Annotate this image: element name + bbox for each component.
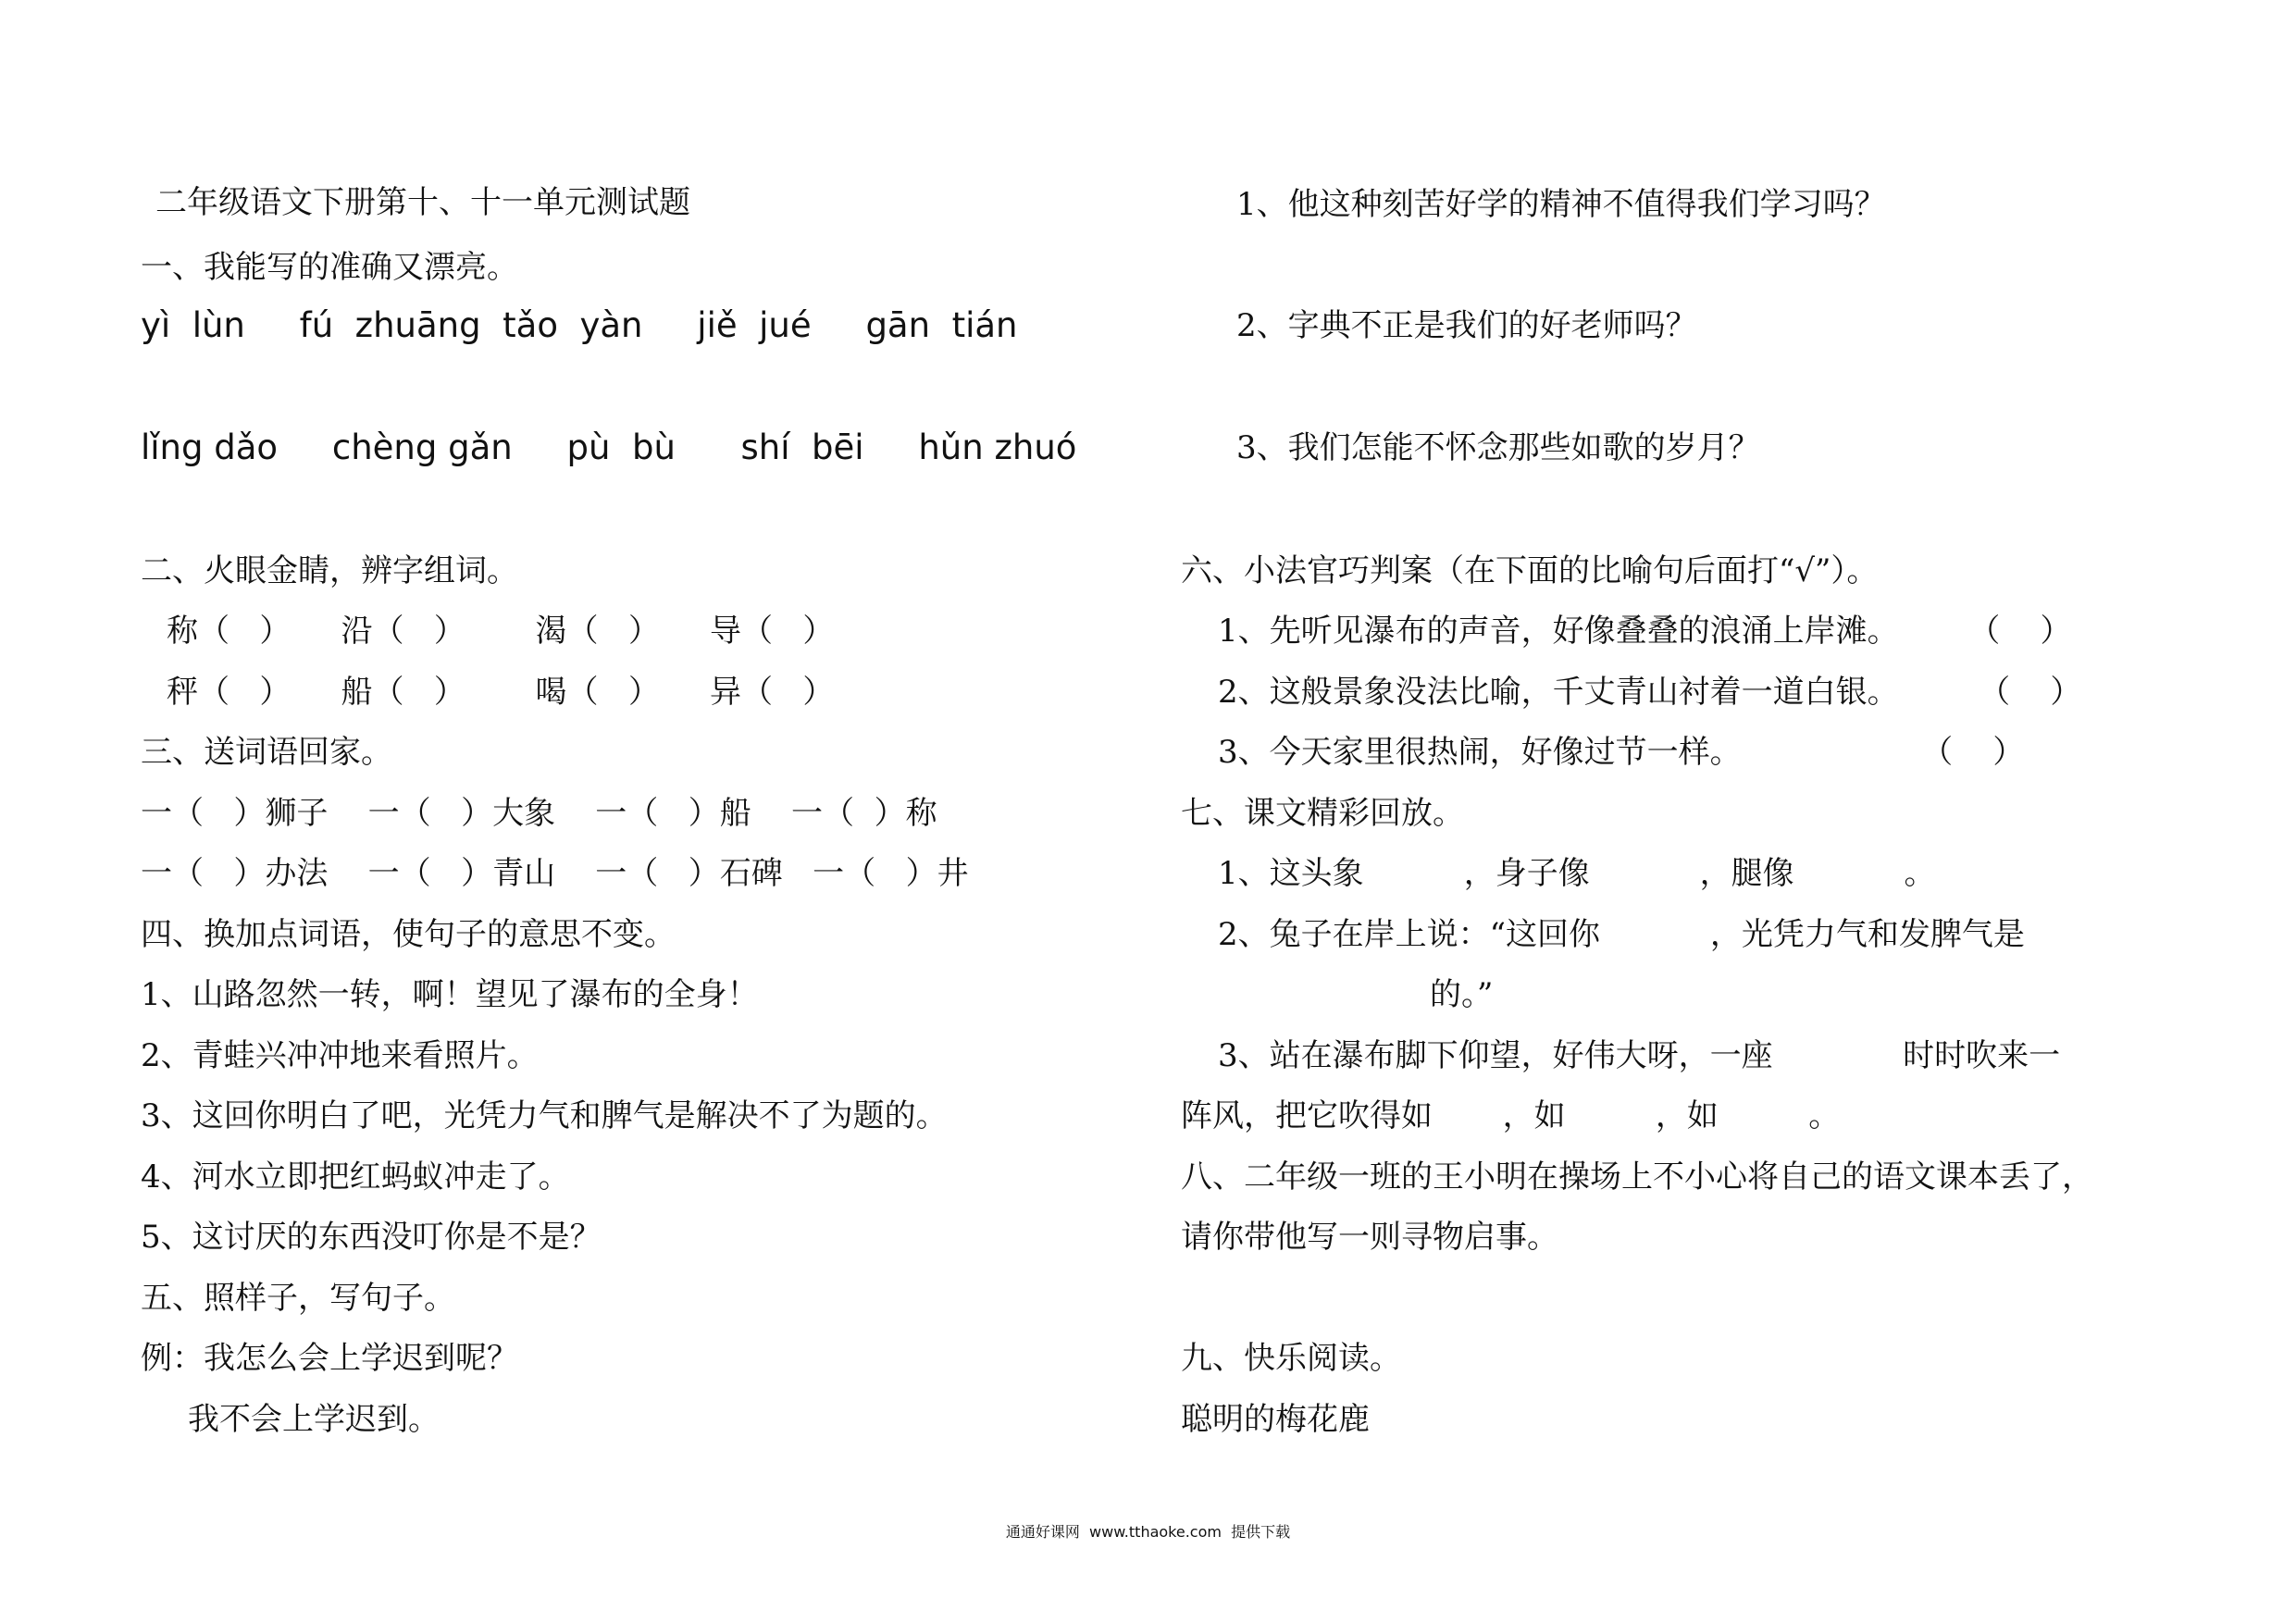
section-7-item-2: 2、兔子在岸上说：“这回你 ，光凭力气和发脾气是 [1218,916,2025,953]
section-9-heading: 九、快乐阅读。 [1181,1340,1401,1377]
section-3-row-2: 一（ ）办法 一（ ）青山 一（ ）石碑 一（ ）井 [141,855,969,892]
section-8-line-2: 请你带他写一则寻物启事。 [1181,1219,1558,1256]
pinyin-row-2: lǐng dǎo chèng gǎn pù bù shí bēi hǔn zhuó [141,427,1077,467]
pinyin-row-1: yì lùn fú zhuāng tǎo yàn jiě jué gān tián [141,305,1018,345]
section-6-item-1: 1、先听见瀑布的声音，好像叠叠的浪涌上岸滩。 （ ） [1218,613,2072,650]
section-4-item-5: 5、这讨厌的东西没叮你是不是？ [141,1219,602,1256]
section-4-item-3: 3、这回你明白了吧，光凭力气和脾气是解决不了为题的。 [141,1097,948,1134]
section-5-item-2: 2、字典不正是我们的好老师吗？ [1236,307,1697,344]
section-6-heading: 六、小法官巧判案（在下面的比喻句后面打“√”）。 [1181,552,1879,589]
section-2-heading: 二、火眼金睛，辨字组词。 [141,552,518,589]
section-8-line-1: 八、二年级一班的王小明在操场上不小心将自己的语文课本丢了， [1181,1158,2093,1196]
section-5-example: 例：我怎么会上学迟到呢？ [141,1340,518,1377]
section-7-item-1: 1、这头象 ，身子像 ，腿像 。 [1218,855,1936,892]
section-5-heading: 五、照样子，写句子。 [141,1280,455,1317]
section-7-item-3-continued: 阵风，把它吹得如 ，如 ，如 。 [1181,1097,1841,1134]
section-4-item-1: 1、山路忽然一转，啊！望见了瀑布的全身！ [141,976,759,1013]
section-5-item-1: 1、他这种刻苦好学的精神不值得我们学习吗？ [1236,186,1886,223]
section-7-item-3: 3、站在瀑布脚下仰望，好伟大呀，一座 时时吹来一 [1218,1037,2061,1074]
section-4-item-2: 2、青蛙兴冲冲地来看照片。 [141,1037,539,1074]
section-4-heading: 四、换加点词语，使句子的意思不变。 [141,916,676,953]
page-title: 二年级语文下册第十、十一单元测试题 [155,184,690,221]
footer-text: 通通好课网 www.tthaoke.com 提供下载 [1005,1523,1291,1541]
reading-title: 聪明的梅花鹿 [1181,1401,1370,1438]
section-7-heading: 七、课文精彩回放。 [1181,795,1464,832]
section-2-row-2: 秤（ ） 船（ ） 喝（ ） 异（ ） [167,674,835,711]
section-3-heading: 三、送词语回家。 [141,734,392,771]
section-4-item-4: 4、河水立即把红蚂蚁冲走了。 [141,1158,570,1196]
section-7-item-2-continued: 的。” [1430,976,1494,1013]
section-1-heading: 一、我能写的准确又漂亮。 [141,249,518,286]
section-2-row-1: 称（ ） 沿（ ） 渴（ ） 导（ ） [167,613,835,650]
section-6-item-2: 2、这般景象没法比喻，千丈青山衬着一道白银。 （ ） [1218,674,2082,711]
section-3-row-1: 一（ ）狮子 一（ ）大象 一（ ）船 一（ ）称 [141,795,937,832]
section-6-item-3: 3、今天家里很热闹，好像过节一样。 （ ） [1218,734,2025,771]
section-5-example-answer: 我不会上学迟到。 [188,1401,440,1438]
section-5-item-3: 3、我们怎能不怀念那些如歌的岁月？ [1236,429,1760,466]
